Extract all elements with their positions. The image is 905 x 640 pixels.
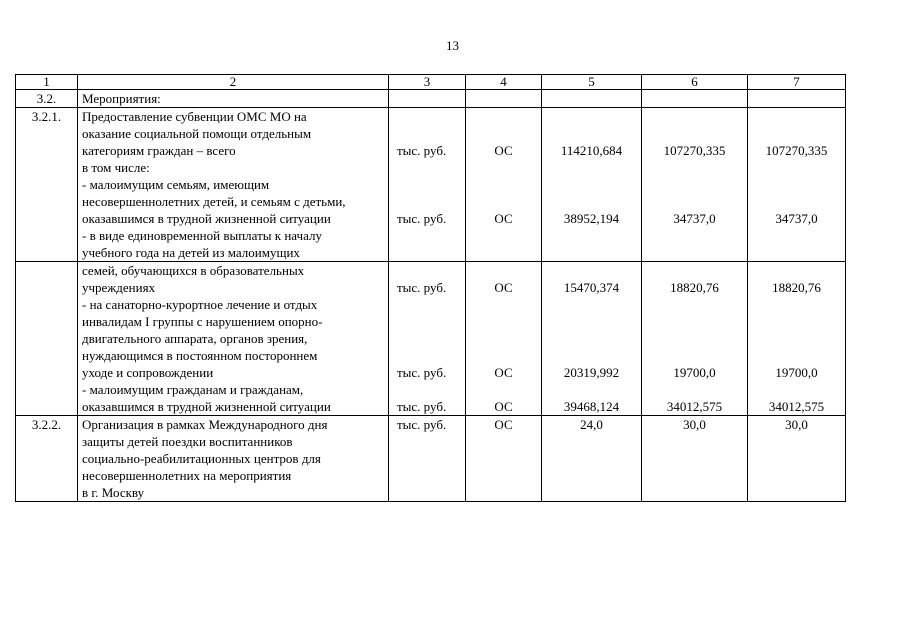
source-cell [466, 262, 542, 416]
description-line: Организация в рамках Международного дня [82, 417, 328, 432]
source-line: ОС [494, 280, 513, 295]
unit-line [397, 262, 461, 279]
unit-line [397, 347, 461, 364]
value-cell-7 [748, 108, 846, 262]
source-line [470, 262, 537, 279]
unit-line [397, 108, 461, 125]
unit-cell [389, 262, 466, 416]
description-line: семей, обучающихся в образовательных [82, 263, 305, 278]
value-line [646, 347, 743, 364]
source-line [470, 108, 537, 125]
source-cell: ОС [466, 416, 542, 502]
row-description [78, 416, 389, 502]
source-line [470, 193, 537, 210]
value-cell-5 [542, 262, 642, 416]
value-cell-7: 30,0 [748, 416, 846, 502]
description-line: социально-реабилитационных центров для [82, 451, 321, 466]
value-line: 18820,76 [772, 280, 821, 295]
unit-line [397, 296, 461, 313]
value-line: 19700,0 [673, 365, 716, 380]
unit-line [397, 244, 461, 261]
value-line [752, 381, 841, 398]
value-line [546, 244, 637, 261]
row-number: 3.2.1. [16, 108, 78, 262]
row-description [78, 108, 389, 262]
value-line: 34737,0 [775, 211, 818, 226]
row-number: 3.2. [16, 90, 78, 108]
source-line: ОС [494, 211, 513, 226]
value-line [546, 262, 637, 279]
description-line: категориям граждан – всего [82, 143, 236, 158]
table-row [16, 416, 846, 502]
description-line: оказавшимся в трудной жизненной ситуации [82, 211, 331, 226]
value-line [646, 108, 743, 125]
row-description: Мероприятия: [78, 90, 389, 108]
value-line: 34012,575 [768, 399, 825, 414]
value-line [752, 193, 841, 210]
value-line [546, 296, 637, 313]
source-line [470, 244, 537, 261]
value-line: 39468,124 [563, 399, 620, 414]
value-line [752, 125, 841, 142]
value-line [546, 176, 637, 193]
value-line [546, 193, 637, 210]
row-number: 3.2.2. [16, 416, 78, 502]
value-line [546, 313, 637, 330]
budget-table [15, 74, 846, 502]
source-line [470, 313, 537, 330]
description-line: защиты детей поездки воспитанников [82, 434, 293, 449]
header-cell: 3 [389, 75, 466, 90]
description-line: - малоимущим гражданам и гражданам, [82, 382, 304, 397]
header-cell: 7 [748, 75, 846, 90]
value-line [546, 108, 637, 125]
value-line [646, 381, 743, 398]
source-line: ОС [494, 399, 513, 414]
unit-line [397, 159, 461, 176]
source-line [470, 125, 537, 142]
value-cell-7 [748, 262, 846, 416]
unit-line [397, 125, 461, 142]
unit-line: тыс. руб. [397, 399, 447, 414]
description-line: инвалидам I группы с нарушением опорно- [82, 314, 323, 329]
unit-line [397, 313, 461, 330]
value-line [752, 176, 841, 193]
source-cell [466, 108, 542, 262]
value-line [546, 125, 637, 142]
value-line [646, 227, 743, 244]
value-line [752, 227, 841, 244]
value-line [752, 159, 841, 176]
header-cell: 2 [78, 75, 389, 90]
value-line [646, 159, 743, 176]
row-description [78, 262, 389, 416]
table-row [16, 90, 846, 108]
unit-line [397, 227, 461, 244]
unit-cell [389, 108, 466, 262]
value-line: 107270,335 [765, 143, 828, 158]
value-cell-5 [542, 108, 642, 262]
description-line: учебного года на детей из малоимущих [82, 245, 300, 260]
unit-cell: тыс. руб. [389, 416, 466, 502]
unit-line [397, 176, 461, 193]
value-line: 34012,575 [666, 399, 723, 414]
value-line [752, 330, 841, 347]
value-line [546, 227, 637, 244]
source-line: ОС [494, 365, 513, 380]
unit-line: тыс. руб. [397, 365, 447, 380]
source-line: ОС [494, 143, 513, 158]
value-line [752, 296, 841, 313]
value-line [752, 108, 841, 125]
value-line [752, 313, 841, 330]
value-line [546, 347, 637, 364]
description-line: Предоставление субвенции ОМС МО на [82, 109, 307, 124]
unit-line [397, 330, 461, 347]
description-line: оказавшимся в трудной жизненной ситуации [82, 399, 331, 414]
value-line [646, 296, 743, 313]
value-cell-5: 24,0 [542, 416, 642, 502]
description-line: - в виде единовременной выплаты к началу [82, 228, 322, 243]
description-line: двигательного аппарата, органов зрения, [82, 331, 308, 346]
description-line: уходе и сопровождении [82, 365, 214, 380]
value-line: 34737,0 [673, 211, 716, 226]
description-line: - на санаторно-курортное лечение и отдых [82, 297, 318, 312]
header-cell: 4 [466, 75, 542, 90]
value-cell-6 [642, 108, 748, 262]
header-cell: 6 [642, 75, 748, 90]
unit-line [397, 381, 461, 398]
value-line [752, 244, 841, 261]
value-line [546, 159, 637, 176]
value-line [646, 330, 743, 347]
source-line [470, 296, 537, 313]
unit-line: тыс. руб. [397, 211, 447, 226]
value-line: 38952,194 [563, 211, 620, 226]
value-line [546, 381, 637, 398]
unit-line: тыс. руб. [397, 143, 447, 158]
source-line [470, 347, 537, 364]
value-line [752, 347, 841, 364]
header-row [16, 75, 846, 90]
table-row [16, 108, 846, 262]
source-line [470, 330, 537, 347]
header-cell: 5 [542, 75, 642, 90]
header-cell: 1 [16, 75, 78, 90]
source-line [470, 381, 537, 398]
value-line: 114210,684 [560, 143, 623, 158]
description-line: учреждениях [82, 280, 156, 295]
value-cell-6 [642, 262, 748, 416]
value-line: 18820,76 [670, 280, 719, 295]
value-line: 15470,374 [563, 280, 620, 295]
value-line [646, 193, 743, 210]
value-line [546, 330, 637, 347]
description-line: оказание социальной помощи отдельным [82, 126, 312, 141]
page-number: 13 [446, 38, 459, 53]
description-line: нуждающимся в постоянном постороннем [82, 348, 318, 363]
source-line [470, 227, 537, 244]
value-line [646, 313, 743, 330]
source-line [470, 159, 537, 176]
description-line: - малоимущим семьям, имеющим [82, 177, 270, 192]
description-line: в г. Москву [82, 485, 145, 500]
value-line [752, 262, 841, 279]
value-line: 107270,335 [663, 143, 726, 158]
value-line: 20319,992 [563, 365, 620, 380]
value-line [646, 262, 743, 279]
value-line [646, 176, 743, 193]
unit-line [397, 193, 461, 210]
table-row [16, 262, 846, 416]
value-line [646, 244, 743, 261]
description-line: в том числе: [82, 160, 150, 175]
description-line: несовершеннолетних на мероприятия [82, 468, 292, 483]
value-cell-6: 30,0 [642, 416, 748, 502]
value-line: 19700,0 [775, 365, 818, 380]
description-line: несовершеннолетних детей, и семьям с детьми, [82, 194, 346, 209]
unit-line: тыс. руб. [397, 280, 447, 295]
value-line [646, 125, 743, 142]
source-line [470, 176, 537, 193]
